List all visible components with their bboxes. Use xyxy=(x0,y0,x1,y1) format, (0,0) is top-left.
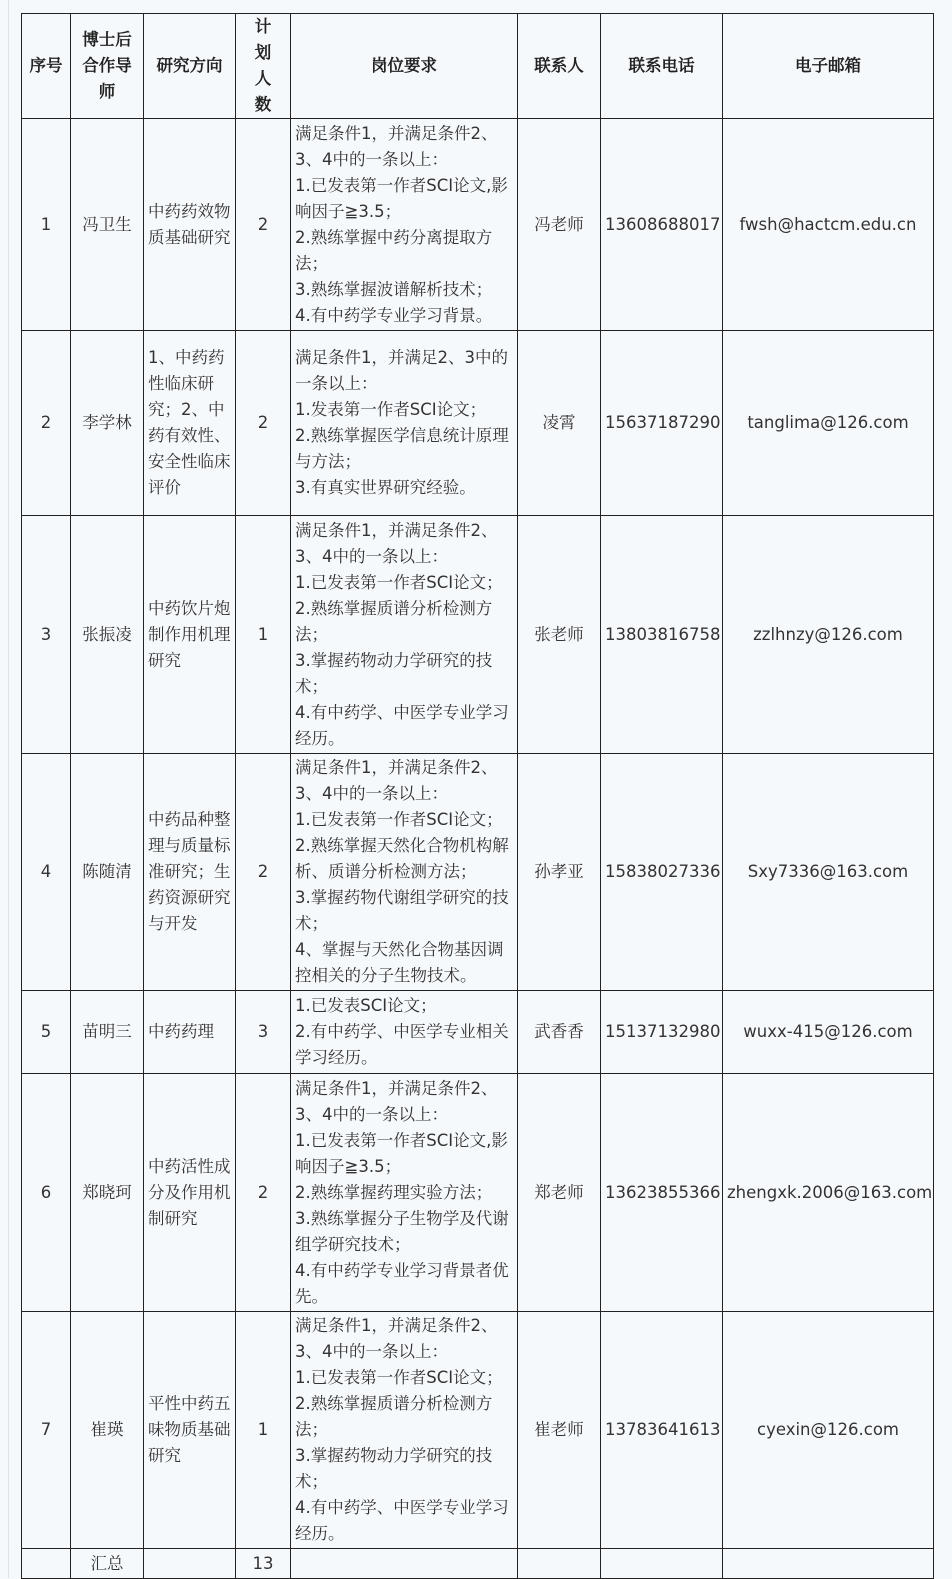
contact-person: 冯老师 xyxy=(518,119,601,331)
row-index: 6 xyxy=(22,1074,71,1312)
requirements xyxy=(291,331,518,516)
contact-email: tanglima@126.com xyxy=(723,331,934,516)
contact-person: 郑老师 xyxy=(518,1074,601,1312)
total-empty xyxy=(22,1549,71,1579)
research-direction: 中药饮片炮制作用机理研究 xyxy=(144,516,236,754)
header-col-advisor: 博士后合作导师 xyxy=(71,14,144,119)
contact-email: zhengxk.2006@163.com xyxy=(723,1074,934,1312)
research-direction: 中药药效物质基础研究 xyxy=(144,119,236,331)
research-direction: 1、中药药性临床研究；2、中药有效性、安全性临床评价 xyxy=(144,331,236,516)
contact-email: Sxy7336@163.com xyxy=(723,754,934,991)
header-col-count: 计划人数 xyxy=(236,14,291,119)
row-index: 3 xyxy=(22,516,71,754)
requirement-line: 3.熟练掌握分子生物学及代谢组学研究技术； xyxy=(295,1208,509,1254)
table-row xyxy=(22,331,934,516)
requirement-line: 4.有中药学专业学习背景。 xyxy=(295,305,493,325)
contact-phone: 15137132980 xyxy=(601,991,723,1074)
requirement-line: 3.有真实世界研究经验。 xyxy=(295,478,476,497)
requirement-line: 2.熟练掌握医学信息统计原理与方法； xyxy=(295,426,509,471)
table-row xyxy=(22,1312,934,1549)
row-index: 4 xyxy=(22,754,71,991)
research-direction: 中药药理 xyxy=(144,991,236,1074)
advisor-name: 冯卫生 xyxy=(71,119,144,331)
header-col-index: 序号 xyxy=(22,14,71,119)
total-count: 13 xyxy=(236,1549,291,1579)
planned-count: 2 xyxy=(236,119,291,331)
requirement-line: 满足条件1，并满足条件2、3、4中的一条以上： xyxy=(295,123,498,169)
header-col-direction: 研究方向 xyxy=(144,14,236,119)
header-col-requirements: 岗位要求 xyxy=(291,14,518,119)
contact-person: 凌霄 xyxy=(518,331,601,516)
requirement-line: 1.已发表第一作者SCI论文； xyxy=(295,810,503,829)
total-empty xyxy=(518,1549,601,1579)
table-row xyxy=(22,119,934,331)
total-empty xyxy=(723,1549,934,1579)
table-row xyxy=(22,1074,934,1312)
row-index: 2 xyxy=(22,331,71,516)
requirements xyxy=(291,119,518,331)
requirements xyxy=(291,1074,518,1312)
requirement-line: 1.已发表SCI论文； xyxy=(295,996,437,1015)
contact-person: 崔老师 xyxy=(518,1312,601,1549)
requirement-line: 1.发表第一作者SCI论文； xyxy=(295,400,487,419)
row-index: 7 xyxy=(22,1312,71,1549)
contact-phone: 13608688017 xyxy=(601,119,723,331)
requirement-line: 4.有中药学专业学习背景者优先。 xyxy=(295,1260,509,1306)
table-row xyxy=(22,516,934,754)
advisor-name: 苗明三 xyxy=(71,991,144,1074)
advisor-name: 崔瑛 xyxy=(71,1312,144,1549)
planned-count: 1 xyxy=(236,516,291,754)
requirement-line: 满足条件1，并满足条件2、3、4中的一条以上： xyxy=(295,520,498,566)
row-index: 1 xyxy=(22,119,71,331)
requirement-line: 2.熟练掌握中药分离提取方法； xyxy=(295,227,493,273)
requirement-line: 3.熟练掌握波谱解析技术； xyxy=(295,279,493,299)
contact-email: fwsh@hactcm.edu.cn xyxy=(723,119,934,331)
requirement-line: 2.有中药学、中医学专业相关学习经历。 xyxy=(295,1022,509,1067)
requirements xyxy=(291,991,518,1074)
requirement-line: 1.已发表第一作者SCI论文,影响因子≧3.5； xyxy=(295,175,508,221)
header-row xyxy=(22,14,934,119)
page-left-border xyxy=(8,0,9,1578)
requirement-line: 3.掌握药物代谢组学研究的技术； xyxy=(295,888,509,933)
contact-phone: 15637187290 xyxy=(601,331,723,516)
contact-phone: 15838027336 xyxy=(601,754,723,991)
planned-count: 1 xyxy=(236,1312,291,1549)
requirement-line: 2.熟练掌握质谱分析检测方法； xyxy=(295,1394,493,1439)
requirement-line: 满足条件1，并满足条件2、3、4中的一条以上： xyxy=(295,758,498,803)
requirement-line: 2.熟练掌握药理实验方法； xyxy=(295,1182,493,1202)
requirements xyxy=(291,1312,518,1549)
research-direction: 中药活性成分及作用机制研究 xyxy=(144,1074,236,1312)
research-direction: 平性中药五味物质基础研究 xyxy=(144,1312,236,1549)
total-empty xyxy=(601,1549,723,1579)
advisor-name: 郑晓珂 xyxy=(71,1074,144,1312)
header-col-email: 电子邮箱 xyxy=(723,14,934,119)
requirement-line: 1.已发表第一作者SCI论文,影响因子≧3.5； xyxy=(295,1130,508,1176)
contact-person: 武香香 xyxy=(518,991,601,1074)
requirement-line: 满足条件1，并满足条件2、3、4中的一条以上： xyxy=(295,1078,498,1124)
requirement-line: 2.熟练掌握质谱分析检测方法； xyxy=(295,598,493,644)
table-row xyxy=(22,991,934,1074)
planned-count: 2 xyxy=(236,754,291,991)
total-empty xyxy=(291,1549,518,1579)
contact-phone: 13783641613 xyxy=(601,1312,723,1549)
contact-person: 孙孝亚 xyxy=(518,754,601,991)
postdoc-position-table xyxy=(21,13,934,1579)
advisor-name: 陈随清 xyxy=(71,754,144,991)
requirement-line: 2.熟练掌握天然化合物机构解析、质谱分析检测方法； xyxy=(295,836,509,881)
requirement-line: 满足条件1，并满足条件2、3、4中的一条以上： xyxy=(295,1316,498,1361)
requirement-line: 1.已发表第一作者SCI论文； xyxy=(295,1368,503,1387)
advisor-name: 张振凌 xyxy=(71,516,144,754)
advisor-name: 李学林 xyxy=(71,331,144,516)
header-col-phone: 联系电话 xyxy=(601,14,723,119)
header-col-contact: 联系人 xyxy=(518,14,601,119)
total-empty xyxy=(144,1549,236,1579)
requirements xyxy=(291,754,518,991)
total-label: 汇总 xyxy=(71,1549,144,1579)
total-row xyxy=(22,1549,934,1579)
contact-email: zzlhnzy@126.com xyxy=(723,516,934,754)
contact-person: 张老师 xyxy=(518,516,601,754)
contact-phone: 13623855366 xyxy=(601,1074,723,1312)
requirement-line: 3.掌握药物动力学研究的技术； xyxy=(295,1446,493,1491)
contact-email: cyexin@126.com xyxy=(723,1312,934,1549)
requirement-line: 满足条件1，并满足2、3中的一条以上： xyxy=(295,348,508,393)
requirement-line: 4.有中药学、中医学专业学习经历。 xyxy=(295,702,509,748)
planned-count: 2 xyxy=(236,331,291,516)
research-direction: 中药品种整理与质量标准研究；生药资源研究与开发 xyxy=(144,754,236,991)
requirements xyxy=(291,516,518,754)
contact-phone: 13803816758 xyxy=(601,516,723,754)
contact-email: wuxx-415@126.com xyxy=(723,991,934,1074)
requirement-line: 1.已发表第一作者SCI论文； xyxy=(295,572,503,592)
requirement-line: 4、掌握与天然化合物基因调控相关的分子生物技术。 xyxy=(295,940,504,985)
row-index: 5 xyxy=(22,991,71,1074)
requirement-line: 3.掌握药物动力学研究的技术； xyxy=(295,650,493,696)
planned-count: 3 xyxy=(236,991,291,1074)
requirement-line: 4.有中药学、中医学专业学习经历。 xyxy=(295,1498,509,1543)
planned-count: 2 xyxy=(236,1074,291,1312)
table-row xyxy=(22,754,934,991)
